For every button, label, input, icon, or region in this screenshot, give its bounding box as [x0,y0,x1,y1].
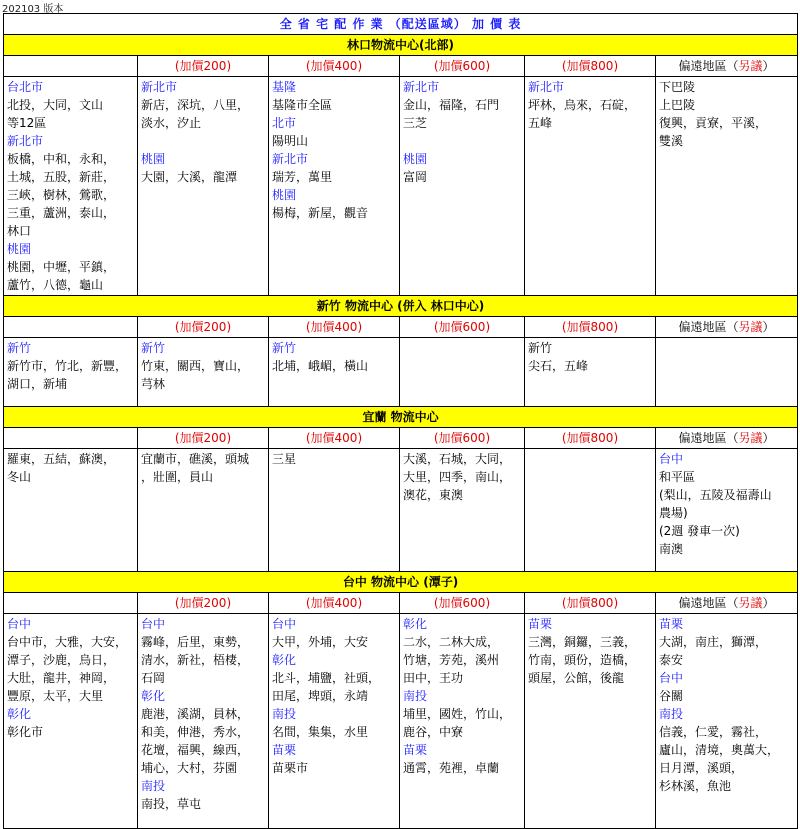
area-line [403,132,521,150]
price-header [525,317,656,338]
price-header [138,593,269,614]
remote-header-note: 另議 [738,320,763,334]
area-cell [400,77,525,296]
price-header-label: (加價400) [305,320,363,334]
area-line: 北斗，埔鹽，社頭， [272,671,381,685]
area-cell [269,614,400,829]
area-cell [138,77,269,296]
area-line: 潭子，沙鹿，烏日， [7,653,116,667]
area-line: 三重，蘆洲，泰山， [7,206,116,220]
area-group-heading: 台中 [659,452,684,466]
area-line: 芎林 [141,377,166,391]
price-header-row [4,56,798,77]
area-group-heading: 台中 [7,617,32,631]
price-header-label: (加價400) [305,431,363,445]
area-group-heading: 彰化 [7,707,32,721]
area-cell [656,77,798,296]
area-line: 清水，新社，梧棲， [141,653,250,667]
area-line: 淡水，汐止 [141,116,202,130]
area-line: 田尾，埤頭，永靖 [272,689,369,703]
price-header [269,428,400,449]
area-line: 二水，二林大成， [403,635,500,649]
area-line: 大園，大溪，龍潭 [141,170,238,184]
area-line: 板橋，中和，永和， [7,152,116,166]
price-header-label: (加價800) [561,59,619,73]
area-row [4,449,798,572]
area-line: 信義，仁愛，霧社， [659,725,768,739]
area-line: 大里，四季，南山， [403,470,512,484]
area-line: 大甲，外埔，大安 [272,635,369,649]
price-header-label: (加價600) [433,431,491,445]
delivery-surcharge-table [3,13,798,829]
area-line: 竹塘，芳苑，溪州 [403,653,500,667]
price-header-label: (加價600) [433,320,491,334]
area-line: 蘆竹，八德，龜山 [7,278,104,292]
table-title: 全 省 宅 配 作 業 （配送區域） 加 價 表 [4,14,798,35]
header-blank [4,593,138,614]
area-group-heading: 北市 [272,116,297,130]
area-cell [656,614,798,829]
area-line: 霧峰，后里，東勢， [141,635,250,649]
remote-header-label: 偏遠地區（ [678,320,739,334]
area-line: 土城，五股，新莊， [7,170,116,184]
area-cell [138,614,269,829]
remote-header-close: ） [762,431,775,445]
area-group-heading: 桃園 [272,188,297,202]
area-line: 金山，福隆，石門 [403,98,500,112]
region-name: 新竹 物流中心 (併入 林口中心) [4,296,798,317]
area-group-heading: 新竹 [141,341,166,355]
remote-header-note: 另議 [738,59,763,73]
region-row [4,296,798,317]
price-header [400,428,525,449]
area-line: 竹南，頭份，造橋， [528,653,637,667]
region-name: 林口物流中心(北部) [4,35,798,56]
area-cell [400,338,525,407]
area-cell [269,338,400,407]
area-group-heading: 彰化 [403,617,428,631]
header-blank [4,428,138,449]
area-line: 彰化市 [7,725,44,739]
area-cell [269,77,400,296]
area-line: 南投，草屯 [141,797,202,811]
price-header [400,317,525,338]
area-line: 鹿谷，中寮 [403,725,464,739]
area-cell [656,449,798,572]
area-line: 冬山 [7,470,32,484]
area-line: 苗栗市 [272,761,309,775]
area-line: 楊梅，新屋，觀音 [272,206,369,220]
price-header-label: (加價200) [174,596,232,610]
price-header [525,56,656,77]
area-line: 復興，貢寮，平溪， [659,116,768,130]
header-blank [4,317,138,338]
area-line: 鹿港，溪湖，員林， [141,707,250,721]
area-line: 和平區 [659,470,696,484]
area-line: 等12區 [7,116,47,130]
area-line [141,132,265,150]
remote-header-note: 另議 [738,431,763,445]
price-header [138,428,269,449]
area-group-heading: 苗栗 [528,617,553,631]
area-line: 下巴陵 [659,80,696,94]
area-line: 瑞芳，萬里 [272,170,333,184]
area-line: 大溪，石城，大同， [403,452,512,466]
price-header-label: (加價600) [433,59,491,73]
price-header-label: (加價200) [174,320,232,334]
header-blank [4,56,138,77]
area-group-heading: 南投 [659,707,684,721]
area-line: 桃園，中壢，平鎮， [7,260,116,274]
area-line: 宜蘭市，礁溪，頭城 [141,452,250,466]
area-group-heading: 基隆 [272,80,297,94]
area-group-heading: 南投 [272,707,297,721]
area-group-heading: 台中 [141,617,166,631]
area-line: 澳花，東澳 [403,488,464,502]
area-line: 和美，伸港，秀水， [141,725,250,739]
title-row [4,14,798,35]
remote-header [656,593,798,614]
remote-header-label: 偏遠地區（ [678,596,739,610]
area-group-heading: 新竹 [7,341,32,355]
area-cell [400,614,525,829]
area-line: 杉林溪，魚池 [659,779,732,793]
area-line: 名間，集集，水里 [272,725,369,739]
price-header-label: (加價200) [174,59,232,73]
remote-header [656,428,798,449]
area-group-heading: 新北市 [141,80,178,94]
area-group-heading: 彰化 [272,653,297,667]
area-line: 日月潭，溪頭， [659,761,744,775]
area-cell [4,338,138,407]
remote-header [656,317,798,338]
area-group-heading: 苗栗 [403,743,428,757]
area-line: 台中市，大雅，大安， [7,635,128,649]
area-line: 湖口，新埔 [7,377,68,391]
area-line: 花壇，福興，線西， [141,743,250,757]
price-header [269,593,400,614]
area-cell [4,77,138,296]
area-line: 三星 [272,452,297,466]
remote-header-close: ） [762,320,775,334]
area-line: (2週 發車一次) [659,524,740,538]
area-row [4,77,798,296]
area-group-heading: 桃園 [141,152,166,166]
area-line: 田中，王功 [403,671,464,685]
area-line: 三灣，銅鑼，三義， [528,635,637,649]
area-line: 廬山，清境，奧萬大， [659,743,780,757]
region-name: 台中 物流中心 (潭子) [4,572,798,593]
area-line: 北投，大同，文山 [7,98,104,112]
region-name: 宜蘭 物流中心 [4,407,798,428]
area-line: 新竹 [528,341,553,355]
area-line: 頭屋，公館，後龍 [528,671,625,685]
price-header-label: (加價800) [561,596,619,610]
area-line: 五峰 [528,116,553,130]
area-line: 富岡 [403,170,428,184]
area-line: 大湖，南庄，獅潭， [659,635,768,649]
area-group-heading: 台中 [659,671,684,685]
area-group-heading: 南投 [403,689,428,703]
price-header [138,317,269,338]
area-line: 農場) [659,506,688,520]
area-line: 埔心，大村，芬園 [141,761,238,775]
area-line: 雙溪 [659,134,684,148]
price-header-row [4,593,798,614]
area-group-heading: 桃園 [403,152,428,166]
price-header-label: (加價800) [561,320,619,334]
area-cell [4,449,138,572]
area-line: 尖石，五峰 [528,359,589,373]
area-cell [138,449,269,572]
price-header [269,56,400,77]
area-line: ，壯圍，員山 [141,470,214,484]
area-line: 泰安 [659,653,684,667]
remote-header-close: ） [762,59,775,73]
area-cell [400,449,525,572]
price-header-label: (加價800) [561,431,619,445]
area-line: 谷關 [659,689,684,703]
price-header [400,56,525,77]
area-cell [656,338,798,407]
area-line: 陽明山 [272,134,309,148]
version-label: 202103 版本 [2,4,64,15]
remote-header-label: 偏遠地區（ [678,431,739,445]
region-row [4,35,798,56]
area-line: 新竹市，竹北，新豐， [7,359,128,373]
price-header [400,593,525,614]
area-line: 林口 [7,224,32,238]
remote-header-label: 偏遠地區（ [678,59,739,73]
price-header [269,317,400,338]
area-line: 新店，深坑，八里， [141,98,250,112]
area-line: 三峽，樹林，鶯歌， [7,188,116,202]
area-line: 石岡 [141,671,166,685]
area-row [4,338,798,407]
price-header [525,428,656,449]
area-cell [4,614,138,829]
area-line: 基隆市全區 [272,98,333,112]
price-header [525,593,656,614]
price-header-label: (加價400) [305,59,363,73]
price-header-row [4,317,798,338]
area-cell [525,614,656,829]
area-group-heading: 苗栗 [272,743,297,757]
area-line: 竹東，關西，寶山， [141,359,250,373]
area-line: 埔里，國姓，竹山， [403,707,512,721]
area-cell [525,77,656,296]
area-line: 大肚，龍井，神岡， [7,671,116,685]
area-group-heading: 台北市 [7,80,44,94]
price-header-label: (加價400) [305,596,363,610]
area-group-heading: 桃園 [7,242,32,256]
area-group-heading: 台中 [272,617,297,631]
area-line: 通霄，苑裡，卓蘭 [403,761,500,775]
area-group-heading: 新竹 [272,341,297,355]
area-cell [138,338,269,407]
price-header-label: (加價600) [433,596,491,610]
area-group-heading: 新北市 [528,80,565,94]
area-line: 坪林，烏來，石碇， [528,98,637,112]
area-group-heading: 彰化 [141,689,166,703]
area-group-heading: 新北市 [7,134,44,148]
area-group-heading: 新北市 [403,80,440,94]
area-line: 南澳 [659,542,684,556]
area-group-heading: 新北市 [272,152,309,166]
remote-header-close: ） [762,596,775,610]
area-cell [269,449,400,572]
area-cell [525,449,656,572]
price-header [138,56,269,77]
area-cell [525,338,656,407]
remote-header-note: 另議 [738,596,763,610]
area-line: 羅東，五結，蘇澳， [7,452,116,466]
area-line: 上巴陵 [659,98,696,112]
area-line: 北埔，峨嵋，橫山 [272,359,369,373]
region-row [4,407,798,428]
area-line: 三芝 [403,116,428,130]
area-group-heading: 苗栗 [659,617,684,631]
price-header-row [4,428,798,449]
area-line: (梨山，五陵及福壽山 [659,488,772,502]
area-line: 豐原，太平，大里 [7,689,104,703]
remote-header [656,56,798,77]
region-row [4,572,798,593]
area-group-heading: 南投 [141,779,166,793]
area-row [4,614,798,829]
price-header-label: (加價200) [174,431,232,445]
